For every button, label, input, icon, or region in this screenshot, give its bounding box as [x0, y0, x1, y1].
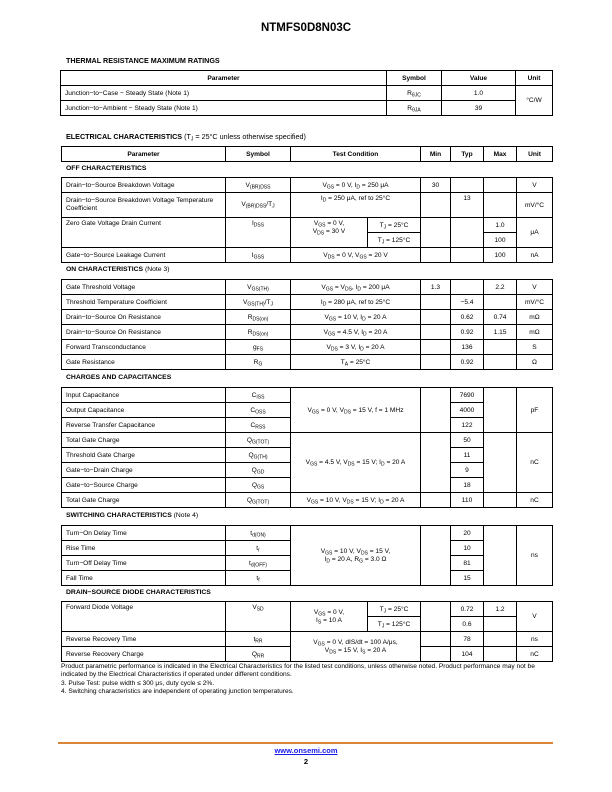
symbol-cell: $g_{FS}$: [226, 340, 291, 355]
max-cell: 2.2: [484, 280, 517, 295]
typ-cell: 20: [451, 526, 484, 541]
param-cell: Output Capacitance: [62, 403, 226, 418]
table-row: [62, 280, 553, 295]
typ-cell: 104: [451, 647, 484, 662]
min-cell: [421, 632, 451, 647]
param-cell: Turn−Off Delay Time: [62, 556, 226, 571]
table-row: [62, 178, 553, 193]
param-cell: Junction−to−Case − Steady State (Note 1): [61, 86, 387, 101]
condition-cell: $V_{GS} = 10$ V, $I_D = 20$ A: [291, 310, 421, 325]
on-characteristics-label: ON CHARACTERISTICS (Note 3): [66, 266, 170, 273]
table-row: [62, 248, 553, 263]
condition-sub-cell: $T_J = 125^\circ C$: [368, 617, 421, 632]
condition-cell: $V_{DS} = 3$ V, $I_D = 20$ A: [291, 340, 421, 355]
table-row: [62, 433, 553, 448]
condition-cell: $V_{GS} = 0$ V, $V_{DS} = 30$ V: [291, 218, 368, 248]
typ-cell: 136: [451, 340, 484, 355]
unit-cell: nA: [517, 248, 553, 263]
symbol-cell: $C_{OSS}$: [226, 403, 291, 418]
unit-cell: V: [517, 178, 553, 193]
max-cell: 1.0: [484, 218, 517, 233]
symbol-cell: $R_{DS(on)}$: [226, 310, 291, 325]
diode-characteristics-table: [61, 601, 553, 662]
header-min: Min: [421, 147, 451, 162]
param-cell: Drain−to−Source Breakdown Voltage Temperature Coefficient: [62, 193, 226, 218]
max-cell: [484, 526, 517, 586]
header-parameter: Parameter: [62, 147, 226, 162]
charges-capacitances-label: CHARGES AND CAPACITANCES: [66, 374, 172, 381]
unit-cell: °C/W: [516, 86, 553, 116]
min-cell: [421, 355, 451, 370]
condition-cell: $V_{GS} = 0$ V, $I_S = 10$ A: [291, 602, 368, 632]
symbol-cell: $t_{d(ON)}$: [226, 526, 291, 541]
unit-cell: mΩ: [517, 325, 553, 340]
table-row: [62, 493, 553, 508]
condition-cell: $V_{GS} = 0$ V, $I_D = 250$ μA: [291, 178, 421, 193]
typ-cell: 0.6: [451, 617, 484, 632]
param-cell: Threshold Temperature Coefficient: [62, 295, 226, 310]
table-header-row: [62, 147, 553, 162]
param-cell: Gate−to−Drain Charge: [62, 463, 226, 478]
min-cell: [421, 248, 451, 263]
value-cell: 39: [442, 101, 516, 116]
symbol-cell: $Q_{G(TOT)}$: [226, 493, 291, 508]
symbol-cell: $R_G$: [226, 355, 291, 370]
header-typ: Typ: [451, 147, 484, 162]
min-cell: [421, 295, 451, 310]
condition-cell: $V_{DS} = 0$ V, $V_{GS} = 20$ V: [291, 248, 421, 263]
header-unit: Unit: [517, 147, 553, 162]
charges-capacitances-table: [61, 387, 553, 508]
symbol-cell: $Q_{RR}$: [226, 647, 291, 662]
max-cell: [484, 493, 517, 508]
min-cell: [421, 493, 451, 508]
unit-cell: ns: [517, 526, 553, 586]
table-row: [62, 602, 553, 617]
param-cell: Reverse Transfer Capacitance: [62, 418, 226, 433]
typ-cell: 110: [451, 493, 484, 508]
param-cell: Rise Time: [62, 541, 226, 556]
header-max: Max: [484, 147, 517, 162]
website-link[interactable]: www.onsemi.com: [274, 746, 338, 755]
symbol-cell: $R_{\theta JC}$: [387, 86, 442, 101]
min-cell: [421, 602, 451, 632]
typ-cell: [451, 218, 484, 248]
symbol-cell: $V_{(BR)DSS}/T_J$: [226, 193, 291, 218]
param-cell: Gate Threshold Voltage: [62, 280, 226, 295]
footer-link: [0, 746, 612, 755]
condition-cell: $V_{GS} = 10$ V, $V_{DS} = 15$ V; $I_D = 20$ A: [291, 493, 421, 508]
typ-cell: 0.72: [451, 602, 484, 617]
unit-cell: nC: [517, 433, 553, 493]
condition-cell: $V_{GS} = 4.5$ V, $V_{DS} = 15$ V; $I_D = 20$ A: [291, 433, 421, 493]
typ-cell: 10: [451, 541, 484, 556]
symbol-cell: $t_f$: [226, 571, 291, 586]
typ-cell: 18: [451, 478, 484, 493]
param-cell: Total Gate Charge: [62, 493, 226, 508]
typ-cell: −5.4: [451, 295, 484, 310]
max-cell: 1.2: [484, 602, 517, 617]
header-unit: Unit: [516, 71, 553, 86]
param-cell: Fall Time: [62, 571, 226, 586]
param-cell: Threshold Gate Charge: [62, 448, 226, 463]
min-cell: [421, 526, 451, 586]
typ-cell: 11: [451, 448, 484, 463]
symbol-cell: $V_{GS(TH)}/T_J$: [226, 295, 291, 310]
typ-cell: 50: [451, 433, 484, 448]
condition-cell: $V_{GS} = V_{DS}$, $I_D = 200$ μA: [291, 280, 421, 295]
param-cell: Forward Transconductance: [62, 340, 226, 355]
unit-cell: V: [517, 602, 553, 632]
param-cell: Junction−to−Ambient − Steady State (Note 1): [61, 101, 387, 116]
typ-cell: 78: [451, 632, 484, 647]
typ-cell: [451, 280, 484, 295]
unit-cell: pF: [517, 388, 553, 433]
diode-characteristics-label: DRAIN−SOURCE DIODE CHARACTERISTICS: [66, 589, 211, 596]
condition-cell: $V_{GS} = 0$ V, dIS/dt = 100 A/μs, $V_{DS} = 15$ V, $I_S = 20$ A: [291, 632, 421, 662]
min-cell: [421, 647, 451, 662]
max-cell: [484, 388, 517, 433]
symbol-cell: $C_{RSS}$: [226, 418, 291, 433]
param-cell: Input Capacitance: [62, 388, 226, 403]
unit-cell: mV/°C: [517, 193, 553, 218]
unit-cell: mΩ: [517, 310, 553, 325]
header-test-condition: Test Condition: [291, 147, 421, 162]
table-row: [62, 388, 553, 403]
table-row: [62, 218, 553, 233]
symbol-cell: $Q_{GD}$: [226, 463, 291, 478]
symbol-cell: $I_{GSS}$: [226, 248, 291, 263]
symbol-cell: $V_{(BR)DSS}$: [226, 178, 291, 193]
unit-cell: mV/°C: [517, 295, 553, 310]
switching-characteristics-table: [61, 525, 553, 586]
condition-sub-cell: $T_J = 125^\circ C$: [368, 233, 421, 248]
condition-cell: $V_{GS} = 4.5$ V, $I_D = 20$ A: [291, 325, 421, 340]
unit-cell: S: [517, 340, 553, 355]
header-parameter: Parameter: [61, 71, 387, 86]
unit-cell: V: [517, 280, 553, 295]
min-cell: [421, 340, 451, 355]
max-cell: 100: [484, 248, 517, 263]
symbol-cell: $I_{DSS}$: [226, 218, 291, 248]
max-cell: [484, 193, 517, 218]
unit-cell: nC: [517, 647, 553, 662]
condition-cell: $T_A = 25^\circ C$: [291, 355, 421, 370]
footnote-main: Product parametric performance is indicated in the Electrical Characteristics for the listed test conditions, unless otherwise noted. Product performance may not be indicated by the Electrical Characteristics if operated under different conditions.: [61, 663, 535, 679]
header-symbol: Symbol: [387, 71, 442, 86]
condition-cell: $I_D = 280$ μA, ref to 25°C: [291, 295, 421, 310]
max-cell: 100: [484, 233, 517, 248]
symbol-cell: $Q_{G(TH)}$: [226, 448, 291, 463]
symbol-cell: $C_{ISS}$: [226, 388, 291, 403]
param-cell: Drain−to−Source Breakdown Voltage: [62, 178, 226, 193]
off-characteristics-table: [61, 177, 553, 263]
table-row: [62, 310, 553, 325]
symbol-cell: $V_{GS(TH)}$: [226, 280, 291, 295]
typ-cell: 9: [451, 463, 484, 478]
typ-cell: 0.92: [451, 355, 484, 370]
min-cell: [421, 193, 451, 218]
min-cell: [421, 310, 451, 325]
page-title: NTMFS0D8N03C: [260, 22, 352, 34]
max-cell: 0.74: [484, 310, 517, 325]
param-cell: Gate−to−Source Leakage Current: [62, 248, 226, 263]
table-header-row: [61, 71, 553, 86]
value-cell: 1.0: [442, 86, 516, 101]
max-cell: [484, 178, 517, 193]
header-symbol: Symbol: [226, 147, 291, 162]
symbol-cell: $R_{\theta JA}$: [387, 101, 442, 116]
param-cell: Gate Resistance: [62, 355, 226, 370]
table-row: [62, 340, 553, 355]
param-cell: Gate−to−Source Charge: [62, 478, 226, 493]
param-cell: Total Gate Charge: [62, 433, 226, 448]
param-cell: Forward Diode Voltage: [62, 602, 226, 632]
min-cell: 30: [421, 178, 451, 193]
unit-cell: Ω: [517, 355, 553, 370]
typ-cell: 81: [451, 556, 484, 571]
footnote-3: 3. Pulse Test: pulse width ≤ 300 μs, duty cycle ≤ 2%.: [61, 679, 215, 687]
typ-cell: 13: [451, 193, 484, 218]
max-cell: [484, 433, 517, 493]
table-row: [61, 101, 553, 116]
typ-cell: 122: [451, 418, 484, 433]
typ-cell: 15: [451, 571, 484, 586]
param-cell: Drain−to−Source On Resistance: [62, 310, 226, 325]
table-row: [61, 86, 553, 101]
off-characteristics-label: OFF CHARACTERISTICS: [66, 165, 147, 172]
max-cell: [484, 355, 517, 370]
param-cell: Reverse Recovery Charge: [62, 647, 226, 662]
table-row: [62, 632, 553, 647]
max-cell: 1.15: [484, 325, 517, 340]
param-cell: Reverse Recovery Time: [62, 632, 226, 647]
electrical-header-table: [61, 146, 553, 162]
min-cell: [421, 218, 451, 248]
condition-cell: $I_D = 250$ μA, ref to 25°C: [291, 193, 421, 218]
min-cell: [421, 433, 451, 493]
max-cell: [484, 340, 517, 355]
typ-cell: 0.92: [451, 325, 484, 340]
table-row: [62, 526, 553, 541]
typ-cell: [451, 248, 484, 263]
param-cell: Drain−to−Source On Resistance: [62, 325, 226, 340]
footer-divider: [58, 742, 553, 744]
max-cell: [484, 647, 517, 662]
typ-cell: 4000: [451, 403, 484, 418]
condition-cell: $V_{GS} = 10$ V, $V_{DS} = 15$ V, $I_D = 20$ A, $R_G = 3.0$ Ω: [291, 526, 421, 586]
typ-cell: 0.62: [451, 310, 484, 325]
min-cell: [421, 325, 451, 340]
unit-cell: nC: [517, 493, 553, 508]
thermal-section-title: THERMAL RESISTANCE MAXIMUM RATINGS: [66, 56, 220, 65]
switching-characteristics-label: SWITCHING CHARACTERISTICS (Note 4): [66, 512, 199, 519]
table-row: [62, 193, 553, 218]
max-cell: [484, 295, 517, 310]
header-value: Value: [442, 71, 516, 86]
max-cell: [484, 617, 517, 632]
condition-sub-cell: $T_J = 25^\circ C$: [368, 218, 421, 233]
on-characteristics-table: [61, 279, 553, 370]
symbol-cell: $t_{d(OFF)}$: [226, 556, 291, 571]
symbol-cell: $R_{DS(on)}$: [226, 325, 291, 340]
symbol-cell: $t_{RR}$: [226, 632, 291, 647]
electrical-section-title: ELECTRICAL CHARACTERISTICS ($T_J = 25^\circ C$ unless otherwise specified): [66, 132, 306, 143]
symbol-cell: $t_r$: [226, 541, 291, 556]
symbol-cell: $V_{SD}$: [226, 602, 291, 632]
max-cell: [484, 632, 517, 647]
condition-sub-cell: $T_J = 25^\circ C$: [368, 602, 421, 617]
param-cell: Turn−On Delay Time: [62, 526, 226, 541]
condition-cell: $V_{GS} = 0$ V, $V_{DS} = 15$ V, f = 1 MHz: [291, 388, 421, 433]
table-row: [62, 355, 553, 370]
table-row: [62, 325, 553, 340]
footnote-4: 4. Switching characteristics are independent of operating junction temperatures.: [61, 688, 294, 696]
typ-cell: [451, 178, 484, 193]
unit-cell: μA: [517, 218, 553, 248]
table-row: [62, 295, 553, 310]
typ-cell: 7690: [451, 388, 484, 403]
symbol-cell: $Q_{G(TOT)}$: [226, 433, 291, 448]
symbol-cell: $Q_{GS}$: [226, 478, 291, 493]
unit-cell: ns: [517, 632, 553, 647]
page-number: 2: [303, 757, 309, 766]
param-cell: Zero Gate Voltage Drain Current: [62, 218, 226, 248]
min-cell: 1.3: [421, 280, 451, 295]
min-cell: [421, 388, 451, 433]
thermal-table: [60, 70, 553, 116]
footnotes: [61, 663, 553, 697]
